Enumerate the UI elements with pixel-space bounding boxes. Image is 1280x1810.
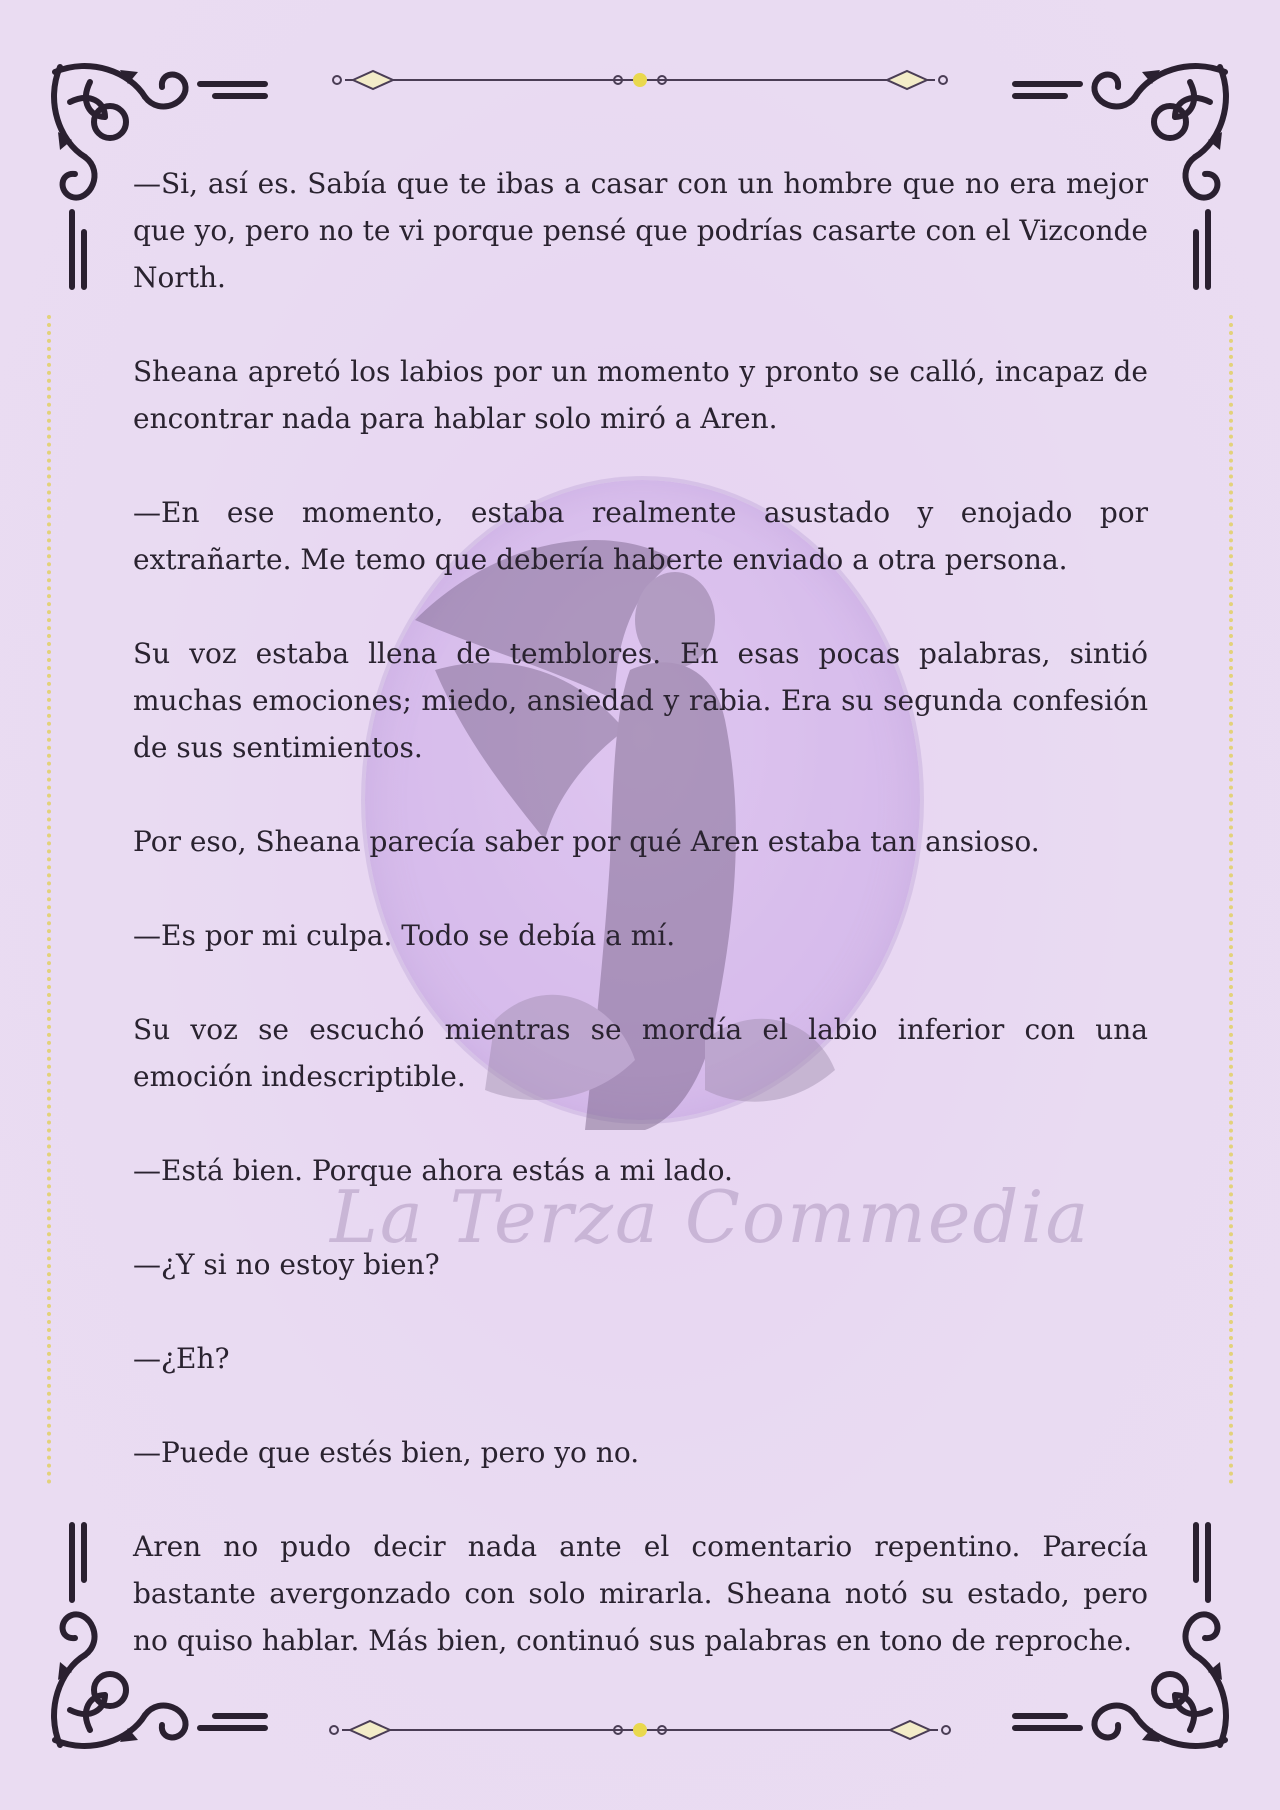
bottom-divider-ornament <box>322 1712 958 1748</box>
top-divider-ornament <box>325 62 955 98</box>
paragraph: —¿Y si no estoy bien? <box>133 1248 440 1281</box>
paragraph: Por eso, Sheana parecía saber por qué Aren estaba tan ansioso. <box>133 825 1040 858</box>
paragraph: —Es por mi culpa. Todo se debía a mí. <box>133 919 676 952</box>
left-dotted-border <box>47 315 51 1485</box>
story-text <box>133 160 1148 1711</box>
right-dotted-border <box>1229 315 1233 1485</box>
paragraph: —Puede que estés bien, pero yo no. <box>133 1436 640 1469</box>
watermark-text: La Terza Commedia <box>330 1175 1091 1259</box>
paragraph: Sheana apretó los labios por un momento y pronto se calló, incapaz de encontrar nada para hablar solo miró a Aren. <box>133 355 1148 435</box>
paragraph: Su voz estaba llena de temblores. En esas pocas palabras, sintió muchas emociones; miedo, ansiedad y rabia. Era su segunda confesión de sus sentimientos. <box>133 637 1148 764</box>
paragraph: —¿Eh? <box>133 1342 230 1375</box>
paragraph: —Está bien. Porque ahora estás a mi lado. <box>133 1154 733 1187</box>
paragraph: —Si, así es. Sabía que te ibas a casar con un hombre que no era mejor que yo, pero no te vi porque pensé que podrías casarte con el Vizconde North. <box>133 167 1148 294</box>
paragraph: Su voz se escuchó mientras se mordía el labio inferior con una emoción indescriptible. <box>133 1013 1148 1093</box>
paragraph: Aren no pudo decir nada ante el comentario repentino. Parecía bastante avergonzado con solo mirarla. Sheana notó su estado, pero no quiso hablar. Más bien, continuó sus palabras en tono de reproche. <box>133 1530 1148 1657</box>
paragraph: —En ese momento, estaba realmente asustado y enojado por extrañarte. Me temo que debería haberte enviado a otra persona. <box>133 496 1148 576</box>
